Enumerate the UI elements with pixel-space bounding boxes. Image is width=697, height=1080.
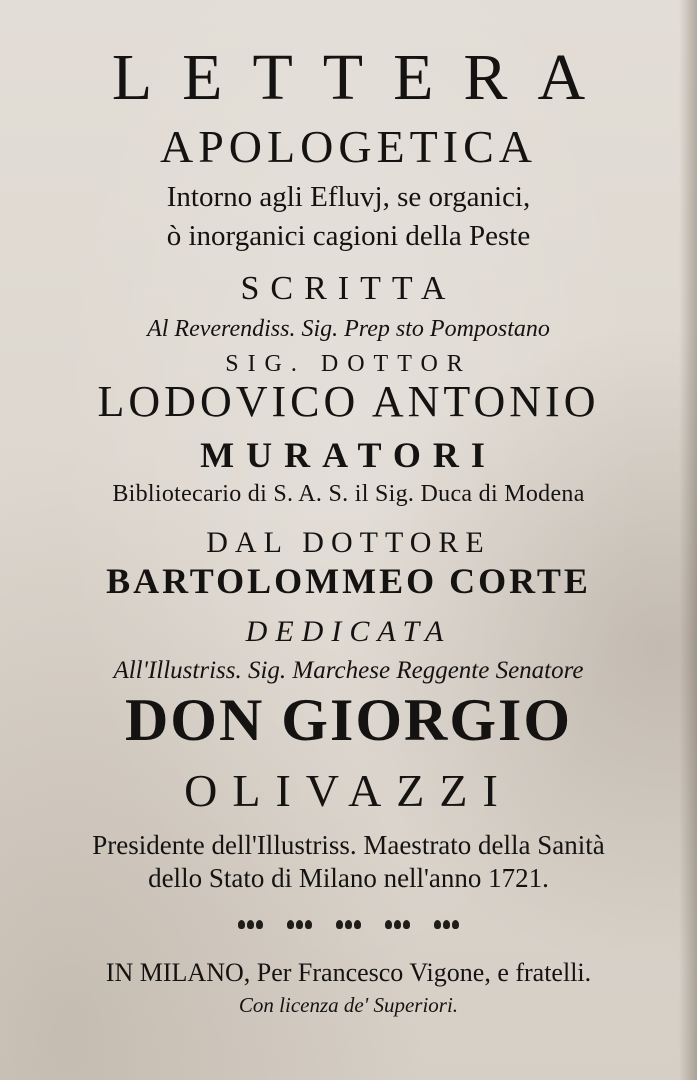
ornament-icon xyxy=(329,916,369,928)
title-lettera: LETTERA xyxy=(111,41,616,114)
author-honorific: SIG. DOTTOR xyxy=(225,351,472,377)
ornament-icon xyxy=(378,916,418,928)
subtitle-line-2: ò inorganici cagioni della Peste xyxy=(166,220,531,252)
by-line-label: DAL DOTTORE xyxy=(206,526,491,559)
printer-ornament xyxy=(0,916,697,932)
imprint-line-2: Con licenza de' Superiori. xyxy=(238,993,459,1017)
ornament-icon xyxy=(427,916,467,928)
ornament-row xyxy=(231,916,467,928)
dedicatee-name-line-1: DON GIORGIO xyxy=(124,687,573,753)
dedicatee-office-line-1: Presidente dell'Illustriss. Maestrato della Sanità xyxy=(92,830,605,860)
by-line-name: BARTOLOMMEO CORTE xyxy=(106,561,591,601)
author-surname: MURATORI xyxy=(200,435,497,475)
dedicatee-name-line-2: OLIVAZZI xyxy=(184,765,513,816)
ornament-icon xyxy=(280,916,320,928)
dedicatee-office-line-2: dello Stato di Milano nell'anno 1721. xyxy=(148,863,549,893)
addressee-line: Al Reverendiss. Sig. Prep sto Pompostano xyxy=(147,316,550,342)
scritta-heading: SCRITTA xyxy=(240,270,457,307)
title-apologetica: APOLOGETICA xyxy=(160,121,537,172)
author-role: Bibliotecario di S. A. S. il Sig. Duca di Modena xyxy=(112,481,585,507)
author-first-name: LODOVICO ANTONIO xyxy=(97,377,600,426)
dedication-label: DEDICATA xyxy=(245,615,452,648)
ornament-icon xyxy=(231,916,271,928)
imprint-line-1: IN MILANO, Per Francesco Vigone, e fratelli. xyxy=(105,958,592,987)
dedicatee-title: All'Illustriss. Sig. Marchese Reggente Senatore xyxy=(113,657,584,684)
subtitle-line-1: Intorno agli Efluvj, se organici, xyxy=(166,181,531,213)
